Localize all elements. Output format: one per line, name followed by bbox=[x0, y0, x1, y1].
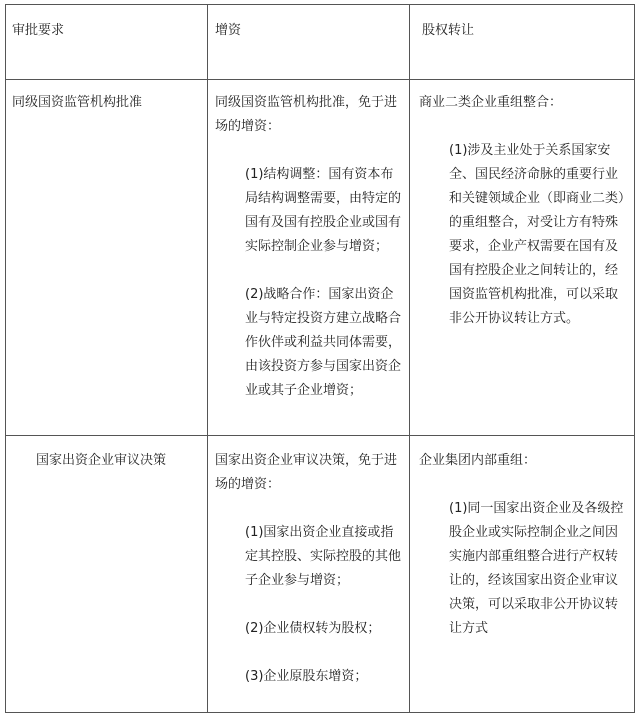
approval-table bbox=[5, 4, 635, 713]
row1-transfer-item: (1)涉及主业处于关系国家安全、国民经济命脉的重要行业和关键领域企业（即商业二类）的重组整合，对受让方有特殊要求，企业产权需要在国有及国有控股企业之间转让的，经国资监管机构批准，可以采取非公开协议转让方式。 bbox=[449, 143, 625, 326]
row2-capital-item: (3)企业原股东增资； bbox=[245, 669, 368, 684]
row1-capital-intro: 同级国资监管机构批准，免于进场的增资： bbox=[215, 95, 398, 134]
row-divider bbox=[6, 435, 634, 436]
column-divider bbox=[409, 5, 410, 712]
row-divider bbox=[6, 79, 634, 80]
row2-requirement: 国家出资企业审议决策 bbox=[36, 453, 167, 468]
row1-equity-transfer-cell bbox=[419, 91, 629, 331]
row1-capital-increase-cell bbox=[215, 91, 403, 403]
row1-capital-item: (2)战略合作：国家出资企业与特定投资方建立战略合作伙伴或利益共同体需要，由该投资方参与国家出资企业或其子企业增资； bbox=[245, 287, 402, 398]
row2-capital-item: (2)企业债权转为股权； bbox=[245, 621, 381, 636]
row2-capital-item: (1)国家出资企业直接或指定其控股、实际控股的其他子企业参与增资； bbox=[245, 525, 402, 588]
header-capital-increase: 增资 bbox=[215, 23, 242, 38]
header-approval-requirement: 审批要求 bbox=[12, 23, 65, 38]
column-divider bbox=[207, 5, 208, 712]
row2-capital-intro: 国家出资企业审议决策，免于进场的增资： bbox=[215, 453, 398, 492]
row1-requirement: 同级国资监管机构批准 bbox=[12, 95, 143, 110]
header-equity-transfer: 股权转让 bbox=[422, 23, 475, 38]
row2-capital-increase-cell bbox=[215, 449, 403, 689]
row1-transfer-intro: 商业二类企业重组整合： bbox=[419, 95, 563, 110]
row1-capital-item: (1)结构调整：国有资本布局结构调整需要，由特定的国有及国有控股企业或国有实际控制企业参与增资； bbox=[245, 167, 402, 254]
row2-equity-transfer-cell bbox=[419, 449, 629, 641]
row2-transfer-item: (1)同一国家出资企业及各级控股企业或实际控制企业之间因实施内部重组整合进行产权转让的，经该国家出资企业审议决策，可以采取非公开协议转让方式 bbox=[449, 501, 624, 636]
row2-transfer-intro: 企业集团内部重组： bbox=[419, 453, 537, 468]
